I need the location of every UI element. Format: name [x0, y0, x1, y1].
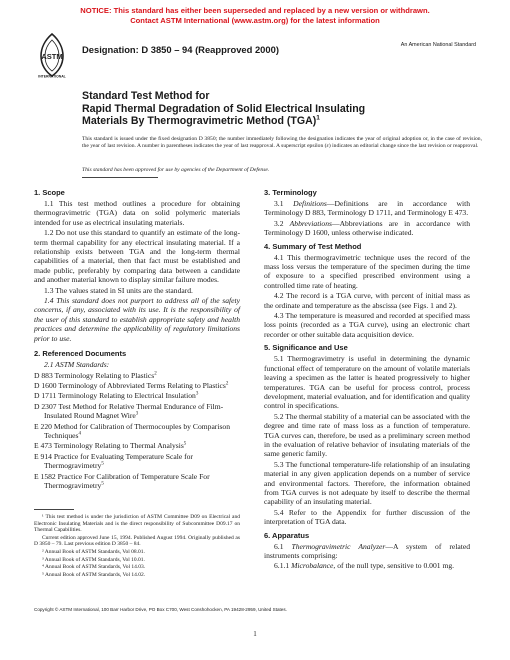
dod-note: This standard has been approved for use by agencies of the Department of Defense.: [82, 167, 270, 173]
para-3-2: 3.2 Abbreviations—Abbreviations are in accordance with Terminology D 1600, unless otherwise indicated.: [264, 218, 470, 238]
reference-item: D 883 Terminology Relating to Plastics$^2$: [34, 370, 157, 380]
reference-item: D 1711 Terminology Relating to Electrical Insulation$^3$: [34, 391, 199, 401]
para-1-2: 1.2 Do not use this standard to quantify an estimate of the long-term thermal capability for any electrical insulating material. If a relationship exists between TGA and the long-term thermal capabilities of a material, then that fact must be established and made public, preferably by comparing data between a candidate and another material known to display similar failure modes.: [34, 228, 240, 285]
section-2-heading: 2. Referenced Documents: [34, 349, 127, 359]
para-6-1: 6.1 Thermogravimetric Analyzer—A system of related instruments comprising:: [264, 541, 471, 560]
para-2-1: 2.1 ASTM Standards:: [44, 360, 110, 370]
left-column: [34, 184, 240, 491]
footnote-5: ⁵ Annual Book of ASTM Standards, Vol 14.02.: [42, 571, 146, 578]
section-4-heading: 4. Summary of Test Method: [264, 241, 362, 251]
title-line-1: Standard Test Method for: [82, 90, 210, 102]
title-line-3: Materials By Thermogravimetric Method (TGA)$^1$: [82, 114, 320, 128]
para-5-4: 5.4 Refer to the Appendix for further discussion of the interpretation of TGA data.: [264, 507, 470, 527]
footnote-1b: Current edition approved June 15, 1994. Published August 1994. Originally published as D 3850 – 79. Last previous edition D 3850 – 84.: [34, 534, 240, 548]
section-6-heading: 6. Apparatus: [264, 530, 310, 540]
designation: Designation: D 3850 – 94 (Reapproved 2000): [82, 44, 279, 55]
title-footnote-mark: 1: [316, 114, 320, 122]
notice-line-2: Contact ASTM International (www.astm.org) for the latest information: [130, 15, 380, 25]
footnote-4: ⁴ Annual Book of ASTM Standards, Vol 14.03.: [42, 564, 146, 571]
american-national-standard: An American National Standard: [400, 42, 476, 48]
section-5-heading: 5. Significance and Use: [264, 343, 348, 353]
reference-item: D 2307 Test Method for Relative Thermal Endurance of Film-Insulated Round Magnet Wire$^3$: [34, 401, 224, 421]
reference-item: E 1582 Practice For Calibration of Temperature Scale For Thermogravimetry$^5$: [34, 471, 210, 490]
para-5-3: 5.3 The functional temperature-life relationship of an insulating material in any given application depends on a number of service and environmental factors. Therefore, the information obtained from TGA curves is not adequate by itself to describe the thermal capability of an insulating material.: [264, 459, 470, 507]
para-3-1: 3.1 Definitions—Definitions are in accordance with Terminology D 883, Terminology D 1711, and Terminology E 473.: [264, 199, 470, 218]
para-4-1: 4.1 This thermogravimetric technique uses the record of the mass loss versus the temperature of the specimen during the time of exposure to a specified prescribed environment using a controlled time rate of heating.: [264, 252, 470, 290]
reference-item: D 1600 Terminology of Abbreviated Terms Relating to Plastics$^2$: [34, 380, 229, 390]
right-column: [264, 184, 470, 572]
logo-text: ASTM: [41, 52, 63, 61]
para-4-3: 4.3 The temperature is measured and recorded at specified mass loss points (recorded as a TGA curve), using an electronic chart recorder or other suitable data acquisition device.: [264, 311, 470, 339]
reference-item: E 220 Method for Calibration of Thermocouples by Comparison Techniques$^4$: [34, 421, 230, 440]
para-5-1: 5.1 Thermogravimetry is useful in determining the dynamic functional effect of temperature on the amount of volatile materials leaving a specimen as the latter is heated progressively to higher temperatures. TGA can be useful for process control, process development, material evaluation, and for identification and quality control in specifications.: [264, 354, 470, 411]
notice-line-1: NOTICE: This standard has either been superseded and replaced by a new version or withdrawn.: [80, 6, 430, 15]
para-5-2: 5.2 The thermal stability of a material can be associated with the degree and time rate of mass loss as a function of temperature. TGA curves can, therefore, be used as a preliminary screen method in the evaluation of relative behavior of insulating materials of the same generic family.: [264, 411, 470, 459]
withdrawn-notice: [0, 6, 510, 25]
para-1-4: 1.4 This standard does not purport to address all of the safety concerns, if any, associated with its use. It is the responsibility of the user of this standard to establish appropriate safety and health practices and determine the applicability of regulatory limitations prior to use.: [34, 296, 240, 343]
footnote-2: ² Annual Book of ASTM Standards, Vol 08.01.: [42, 548, 145, 555]
para-6-1-1: 6.1.1 Microbalance, of the null type, sensitive to 0.001 mg.: [274, 561, 455, 571]
issue-note: This standard is issued under the fixed designation D 3850; the number immediately following the designation indicates the year of original adoption or, in the case of revision, the year of last revision. A number in parentheses indicates the year of last reapproval. A superscript epsilon (ε) indicates an editorial change since the last revision or reapproval.: [82, 136, 482, 149]
footnote-divider: [34, 509, 74, 510]
para-1-1: 1.1 This test method outlines a procedure for obtaining thermogravimetric (TGA) data on solid polymeric materials intended for use as electrical insulating materials.: [34, 199, 240, 227]
reference-item: E 914 Practice for Evaluating Temperature Scale for Thermogravimetry$^5$: [34, 451, 193, 471]
footnote-3: ³ Annual Book of ASTM Standards, Vol 10.01.: [42, 556, 145, 563]
title-line-2: Rapid Thermal Degradation of Solid Electrical Insulating: [82, 102, 366, 115]
para-4-2: 4.2 The record is a TGA curve, with percent of initial mass as the ordinate and temperature as the abscissa (see Figs. 1 and 2).: [264, 291, 470, 310]
copyright: Copyright © ASTM International, 100 Barr Harbor Drive, PO Box C700, West Conshohocken, PA 19428-2959, United States.: [34, 607, 287, 612]
astm-logo-icon: [36, 32, 68, 78]
para-1-3: 1.3 The values stated in SI units are the standard.: [44, 285, 193, 295]
reference-item: E 473 Terminology Relating to Thermal Analysis$^5$: [34, 441, 187, 451]
logo-subtext: INTERNATIONAL: [38, 74, 66, 78]
footnote-1: ¹ This test method is under the jurisdiction of ASTM Committee D09 on Electrical and Electronic Insulating Materials and is the direct responsibility of Subcommittee D09.17 on Thermal Capabilities.: [34, 514, 240, 534]
section-1-heading: 1. Scope: [34, 188, 65, 197]
document-title: [82, 90, 482, 128]
section-3-heading: 3. Terminology: [264, 188, 317, 197]
footnotes: [34, 514, 240, 579]
header-divider: [82, 177, 158, 178]
page-number: 1: [253, 630, 257, 638]
